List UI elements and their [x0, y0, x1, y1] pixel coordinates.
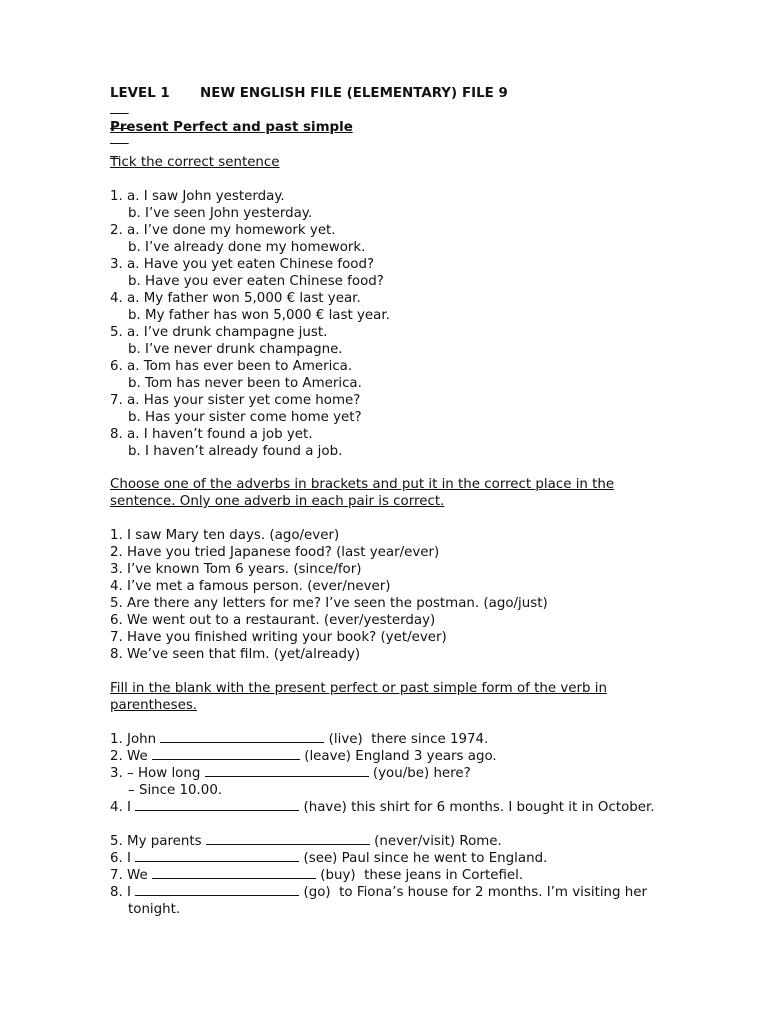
item-suffix: (have) this shirt for 6 months. I bought it in October.	[299, 800, 655, 815]
list-item	[110, 256, 670, 290]
item-prefix: 2. We	[110, 749, 152, 764]
item-suffix: (see) Paul since he went to England.	[299, 851, 548, 866]
item-prefix: 6. I	[110, 851, 136, 866]
worksheet-title: Present Perfect and past simple	[110, 120, 353, 135]
item-prefix: 1. John	[110, 732, 161, 747]
list-item	[110, 799, 670, 833]
item-prefix: 5. My parents	[110, 834, 206, 849]
section1-instruction: Tick the correct sentence	[110, 155, 280, 170]
list-item	[110, 222, 670, 256]
list-item	[110, 188, 670, 222]
list-item	[110, 867, 670, 884]
list-item	[110, 290, 670, 324]
answer-blank[interactable]	[152, 867, 316, 879]
option-b: b. Tom has never been to America.	[128, 376, 362, 391]
header-level: LEVEL 1	[110, 86, 170, 101]
list-item: 3. I’ve known Tom 6 years. (since/for)	[110, 562, 362, 577]
section3-list	[110, 731, 670, 918]
option-b: b. I’ve never drunk champagne.	[128, 342, 343, 357]
option-b: b. I’ve seen John yesterday.	[128, 206, 313, 221]
option-a: 7. a. Has your sister yet come home?	[110, 393, 361, 408]
header-book: NEW ENGLISH FILE (ELEMENTARY)	[200, 86, 458, 101]
list-item: 1. I saw Mary ten days. (ago/ever)	[110, 528, 340, 543]
list-item	[110, 850, 670, 867]
option-b: b. Has your sister come home yet?	[128, 410, 362, 425]
option-b: b. My father has won 5,000 € last year.	[128, 308, 390, 323]
list-item	[110, 833, 670, 850]
option-b: b. I haven’t already found a job.	[128, 444, 343, 459]
list-item	[110, 748, 670, 765]
item-suffix: (you/be) here?	[368, 766, 471, 781]
item-prefix: 3. – How long	[110, 766, 205, 781]
answer-blank[interactable]	[135, 850, 299, 862]
section3-instruction: Fill in the blank with the present perfect or past simple form of the verb in parentheses.	[110, 681, 607, 713]
option-b: b. I’ve already done my homework.	[128, 240, 366, 255]
answer-blank[interactable]	[152, 748, 300, 760]
list-item	[110, 765, 670, 799]
answer-blank[interactable]	[135, 884, 299, 896]
option-a: 3. a. Have you yet eaten Chinese food?	[110, 257, 375, 272]
answer-blank[interactable]	[206, 833, 370, 845]
answer-blank[interactable]	[205, 765, 369, 777]
list-item: 4. I’ve met a famous person. (ever/never)	[110, 579, 391, 594]
option-a: 8. a. I haven’t found a job yet.	[110, 427, 313, 442]
option-a: 6. a. Tom has ever been to America.	[110, 359, 353, 374]
list-item: 8. We’ve seen that film. (yet/already)	[110, 647, 361, 662]
list-item: 6. We went out to a restaurant. (ever/yesterday)	[110, 613, 436, 628]
item-suffix: (buy) these jeans in Cortefiel.	[315, 868, 524, 883]
item-continuation: tonight.	[128, 902, 181, 917]
item-continuation: – Since 10.00.	[128, 783, 223, 798]
section1-list	[110, 188, 670, 460]
option-b: b. Have you ever eaten Chinese food?	[128, 274, 384, 289]
option-a: 5. a. I’ve drunk champagne just.	[110, 325, 328, 340]
list-item	[110, 392, 670, 426]
header-file: FILE 9	[462, 86, 508, 101]
item-suffix: (go) to Fiona’s house for 2 months. I’m visiting her	[299, 885, 648, 900]
list-item: 2. Have you tried Japanese food? (last year/ever)	[110, 545, 440, 560]
answer-blank[interactable]	[160, 731, 324, 743]
list-item: 5. Are there any letters for me? I’ve seen the postman. (ago/just)	[110, 596, 548, 611]
item-prefix: 4. I	[110, 800, 136, 815]
item-prefix: 7. We	[110, 868, 152, 883]
list-item: 7. Have you finished writing your book? (yet/ever)	[110, 630, 447, 645]
section2-instruction: Choose one of the adverbs in brackets and put it in the correct place in the sentence. Only one adverb in each pair is correct.	[110, 477, 615, 509]
item-suffix: (leave) England 3 years ago.	[299, 749, 497, 764]
option-a: 4. a. My father won 5,000 € last year.	[110, 291, 361, 306]
list-item	[110, 884, 670, 918]
list-item	[110, 324, 670, 358]
item-suffix: (never/visit) Rome.	[369, 834, 502, 849]
list-item	[110, 358, 670, 392]
list-item	[110, 426, 670, 460]
item-prefix: 8. I	[110, 885, 136, 900]
option-a: 1. a. I saw John yesterday.	[110, 189, 285, 204]
list-item	[110, 731, 670, 748]
item-suffix: (live) there since 1974.	[324, 732, 489, 747]
section2-list	[110, 527, 670, 663]
option-a: 2. a. I’ve done my homework yet.	[110, 223, 336, 238]
answer-blank[interactable]	[135, 799, 299, 811]
